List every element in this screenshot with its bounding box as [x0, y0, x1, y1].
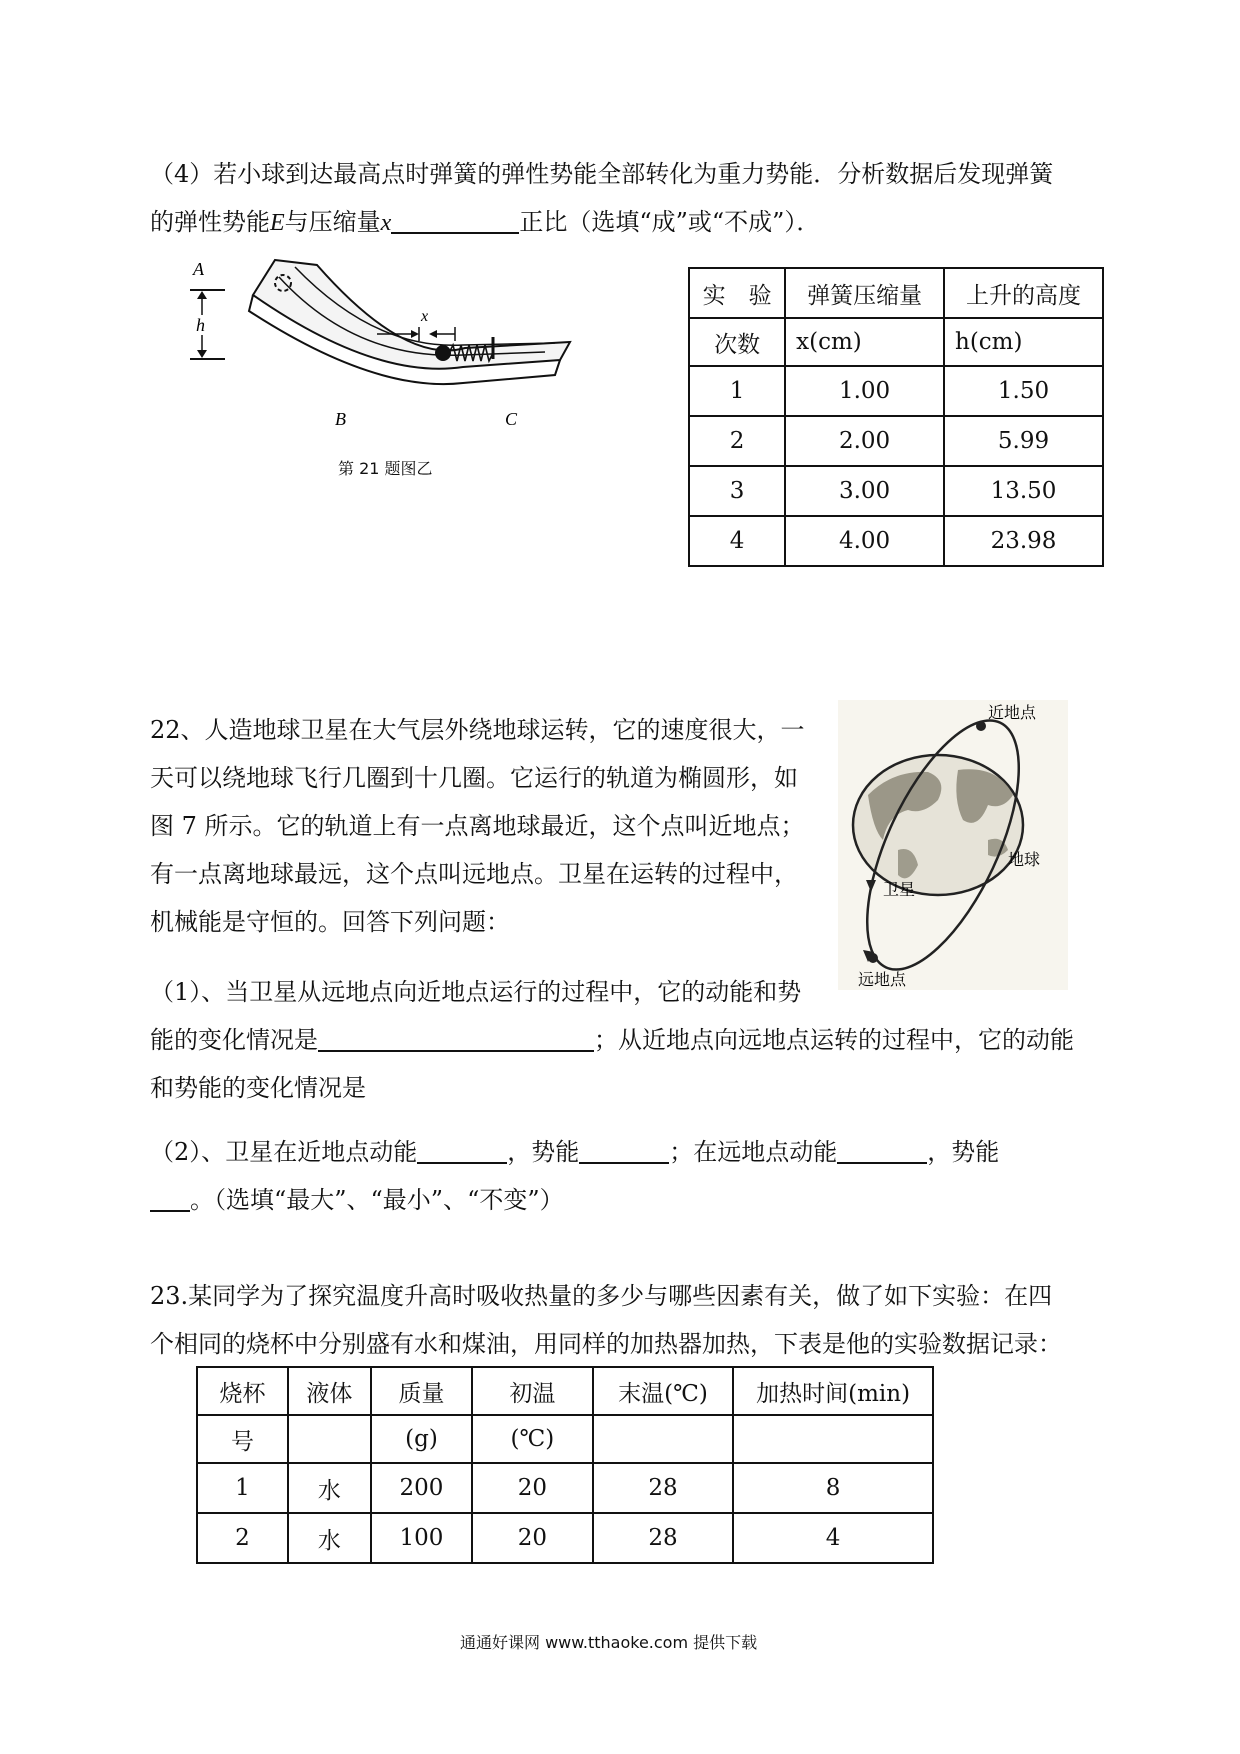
q22-part2-line2 — [150, 1184, 564, 1216]
var-x: x — [380, 210, 392, 236]
q22-part1-text-b: ；从近地点向远地点运转的过程中，它的动能 — [594, 1026, 1074, 1054]
table-cell: 20 — [472, 1463, 593, 1513]
q22-part2-text-b: ，势能 — [507, 1138, 580, 1166]
q22-line-3: 图 7 所示。它的轨道上有一点离地球最近，这个点叫近地点； — [150, 812, 805, 840]
header-cell: 初温 — [472, 1367, 593, 1415]
label-earth: 地球 — [1008, 852, 1041, 869]
table-cell: 4 — [733, 1513, 933, 1563]
table-cell: 4.00 — [785, 516, 944, 566]
label-h: h — [196, 315, 205, 335]
header-cell: 弹簧压缩量 — [785, 268, 944, 318]
q21-text-b: 与压缩量 — [284, 208, 381, 236]
q22-line-4: 有一点离地球最远，这个点叫远地点。卫星在运转的过程中， — [150, 860, 798, 888]
q22-line-5: 机械能是守恒的。回答下列问题： — [150, 908, 510, 936]
q22-part2-text-c: ；在远地点动能 — [669, 1138, 838, 1166]
table-cell: 200 — [371, 1463, 472, 1513]
table-cell: 1 — [689, 366, 785, 416]
table-cell: 8 — [733, 1463, 933, 1513]
q22-part1-line2 — [150, 1024, 1074, 1056]
table-cell: 2 — [689, 416, 785, 466]
header-cell: 上升的高度 — [944, 268, 1103, 318]
q22-line-2: 天可以绕地球飞行几圈到十几圈。它运行的轨道为椭圆形，如 — [150, 764, 798, 792]
table-cell: 20 — [472, 1513, 593, 1563]
header-cell: 加热时间(min) — [733, 1367, 933, 1415]
q22-part2-text-a: （2）、卫星在近地点动能 — [150, 1138, 418, 1166]
figure-caption: 第 21 题图乙 — [338, 459, 433, 478]
q23-line2: 个相同的烧杯中分别盛有水和煤油，用同样的加热器加热，下表是他的实验数据记录： — [150, 1330, 1062, 1358]
header-cell: 烧杯 — [197, 1367, 288, 1415]
perigee-potential-blank[interactable] — [579, 1138, 669, 1164]
table-cell: 5.99 — [944, 416, 1103, 466]
table-cell: 2 — [197, 1513, 288, 1563]
q23-line1: 23.某同学为了探究温度升高时吸收热量的多少与哪些因素有关，做了如下实验：在四 — [150, 1282, 1053, 1310]
header-cell: (g) — [371, 1415, 472, 1463]
label-b: B — [335, 409, 346, 429]
q21-text-a: 的弹性势能 — [150, 208, 270, 236]
header-cell: 实 验 — [689, 268, 785, 318]
table-cell: 3.00 — [785, 466, 944, 516]
table-cell: 28 — [593, 1463, 733, 1513]
header-cell: 次数 — [689, 318, 785, 366]
q21-answer-blank[interactable] — [391, 208, 519, 234]
ramp-spring-figure — [193, 255, 595, 440]
q22-part2-line1 — [150, 1136, 999, 1168]
header-cell: (℃) — [472, 1415, 593, 1463]
header-cell — [288, 1415, 371, 1463]
page-footer: 通通好课网 www.tthaoke.com 提供下载 — [460, 1633, 758, 1652]
table-cell: 1 — [197, 1463, 288, 1513]
label-satellite: 卫星 — [883, 882, 916, 899]
q21-text-c: 正比（选填“成”或“不成”）． — [519, 208, 821, 236]
table-cell: 1.50 — [944, 366, 1103, 416]
q22-part1-text-a: 能的变化情况是 — [150, 1026, 318, 1054]
spring-data-table — [688, 267, 1104, 567]
q22-line-1: 22、人造地球卫星在大气层外绕地球运转，它的速度很大，一 — [150, 716, 805, 744]
header-cell: 液体 — [288, 1367, 371, 1415]
q21-part4-line1: （4）若小球到达最高点时弹簧的弹性势能全部转化为重力势能．分析数据后发现弹簧 — [150, 160, 1054, 188]
apogee-kinetic-blank[interactable] — [837, 1138, 927, 1164]
heating-data-table — [196, 1366, 934, 1564]
label-x: x — [421, 308, 429, 325]
label-c: C — [505, 409, 518, 429]
perigee-kinetic-blank[interactable] — [417, 1138, 507, 1164]
header-cell: 末温(℃) — [593, 1367, 733, 1415]
table-cell: 13.50 — [944, 466, 1103, 516]
table-cell: 28 — [593, 1513, 733, 1563]
apogee-potential-blank[interactable] — [150, 1186, 190, 1212]
header-cell: 号 — [197, 1415, 288, 1463]
q22-part1-blank[interactable] — [318, 1026, 594, 1052]
header-cell — [593, 1415, 733, 1463]
table-cell: 水 — [288, 1463, 371, 1513]
label-a: A — [193, 259, 204, 279]
table-cell: 4 — [689, 516, 785, 566]
q22-part1-line3: 和势能的变化情况是 — [150, 1074, 366, 1102]
header-cell — [733, 1415, 933, 1463]
q22-part1-line1: （1）、当卫星从远地点向近地点运行的过程中，它的动能和势 — [150, 978, 802, 1006]
label-perigee: 近地点 — [988, 705, 1037, 722]
table-cell: 23.98 — [944, 516, 1103, 566]
table-cell: 水 — [288, 1513, 371, 1563]
table-cell: 100 — [371, 1513, 472, 1563]
label-apogee: 远地点 — [858, 972, 907, 989]
var-e: E — [270, 210, 285, 236]
header-cell: h(cm) — [944, 318, 1103, 366]
q22-part2-text-d: ，势能 — [927, 1138, 1000, 1166]
table-cell: 1.00 — [785, 366, 944, 416]
q21-part4-line2 — [150, 206, 820, 239]
table-cell: 2.00 — [785, 416, 944, 466]
q22-part2-text-e: 。（选填“最大”、“最小”、“不变”） — [190, 1186, 564, 1214]
header-cell: x(cm) — [785, 318, 944, 366]
table-cell: 3 — [689, 466, 785, 516]
satellite-orbit-figure — [838, 700, 1068, 990]
header-cell: 质量 — [371, 1367, 472, 1415]
